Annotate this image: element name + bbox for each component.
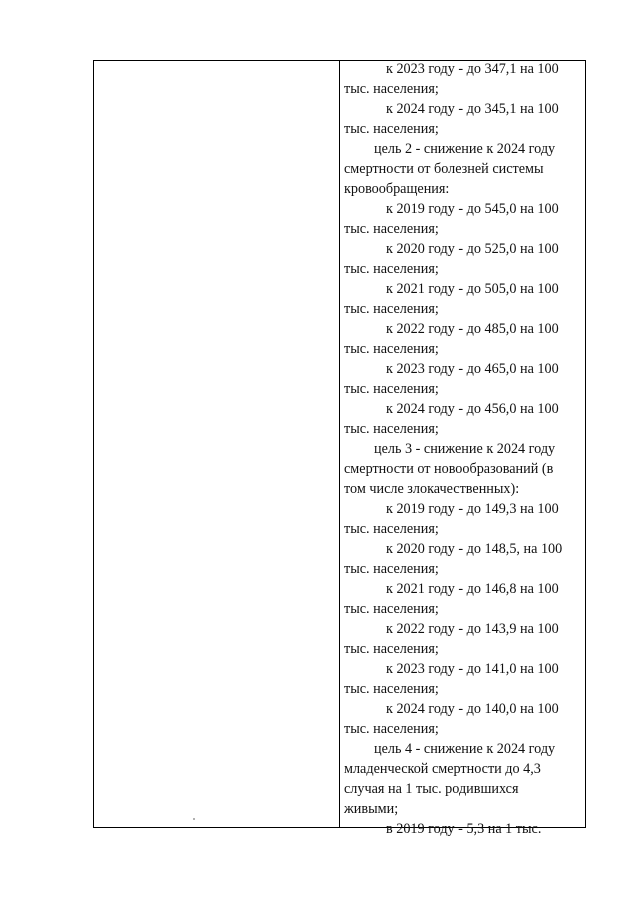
text-line: смертности от новообразований (в xyxy=(344,461,554,477)
text-line: тыс. населения; xyxy=(344,381,439,397)
text-line: к 2022 году - до 143,9 на 100 xyxy=(386,621,559,637)
text-line: к 2020 году - до 148,5, на 100 xyxy=(386,541,563,557)
right-column-cell xyxy=(344,59,584,839)
text-line: тыс. населения; xyxy=(344,561,439,577)
text-line: в 2019 году - 5,3 на 1 тыс. xyxy=(386,821,542,837)
column-divider xyxy=(339,61,340,827)
text-line: смертности от болезней системы xyxy=(344,161,544,177)
text-line: тыс. населения; xyxy=(344,341,439,357)
text-line: том числе злокачественных): xyxy=(344,481,520,497)
text-line: тыс. населения; xyxy=(344,421,439,437)
text-line: к 2024 году - до 456,0 на 100 xyxy=(386,401,559,417)
text-line: к 2022 году - до 485,0 на 100 xyxy=(386,321,559,337)
text-line: кровообращения: xyxy=(344,181,450,197)
text-line: к 2024 году - до 140,0 на 100 xyxy=(386,701,559,717)
text-line: к 2021 году - до 146,8 на 100 xyxy=(386,581,559,597)
text-line: к 2019 году - до 149,3 на 100 xyxy=(386,501,559,517)
text-line: тыс. населения; xyxy=(344,121,439,137)
text-line: живыми; xyxy=(344,801,399,817)
text-line: цель 3 - снижение к 2024 году xyxy=(374,441,556,457)
text-line: тыс. населения; xyxy=(344,221,439,237)
text-line: к 2024 году - до 345,1 на 100 xyxy=(386,101,559,117)
scan-speck xyxy=(193,818,195,820)
text-line: к 2023 году - до 347,1 на 100 xyxy=(386,61,559,77)
text-line: цель 2 - снижение к 2024 году xyxy=(374,141,556,157)
text-line: тыс. населения; xyxy=(344,301,439,317)
text-line: к 2023 году - до 141,0 на 100 xyxy=(386,661,559,677)
table-frame xyxy=(93,60,586,837)
text-line: младенческой смертности до 4,3 xyxy=(344,761,541,777)
text-line: тыс. населения; xyxy=(344,81,439,97)
text-line: цель 4 - снижение к 2024 году xyxy=(374,741,556,757)
text-line: тыс. населения; xyxy=(344,641,439,657)
text-line: к 2021 году - до 505,0 на 100 xyxy=(386,281,559,297)
text-line: тыс. населения; xyxy=(344,681,439,697)
text-line: к 2020 году - до 525,0 на 100 xyxy=(386,241,559,257)
text-line: тыс. населения; xyxy=(344,721,439,737)
text-line: тыс. населения; xyxy=(344,521,439,537)
text-line: к 2023 году - до 465,0 на 100 xyxy=(386,361,559,377)
text-line: тыс. населения; xyxy=(344,261,439,277)
text-line: тыс. населения; xyxy=(344,601,439,617)
text-line: к 2019 году - до 545,0 на 100 xyxy=(386,201,559,217)
text-line: случая на 1 тыс. родившихся xyxy=(344,781,519,797)
